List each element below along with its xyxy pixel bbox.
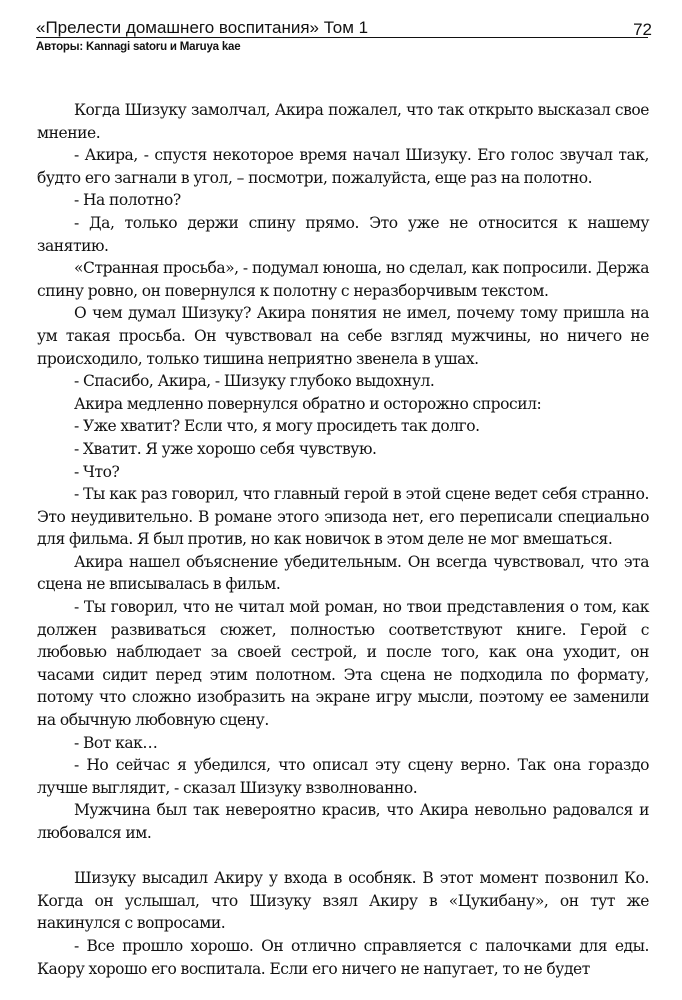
paragraph: - Ты как раз говорил, что главный герой в этой сцене ведет себя странно. Это неудивительно. В романе этого эпизода нет, его переписали специально для фильма. Я был против, но как новичок в этом деле не мог вмешаться. — [37, 485, 649, 549]
header-rule — [36, 37, 648, 38]
paragraph: Шизуку высадил Акиру у входа в особняк. В этот момент позвонил Ко. Когда он услышал, что Шизуку взял Акиру в «Цукибану», он тут же накинулся с вопросами. — [37, 869, 649, 933]
section-break — [37, 845, 649, 868]
paragraph: - Но сейчас я убедился, что описал эту сцену верно. Так она гораздо лучше выглядит, - сказал Шизуку взволнованно. — [37, 756, 649, 797]
paragraph: - Все прошло хорошо. Он отлично справляется с палочками для еды. Каору хорошо его воспитала. Если его ничего не напугает, то не будет — [37, 936, 649, 978]
body-text — [37, 99, 649, 980]
paragraph: - На полотно? — [74, 191, 181, 210]
paragraph: «Странная просьба», - подумал юноша, но сделал, как попросили. Держа спину ровно, он повернулся к полотну с неразборчивым текстом. — [37, 259, 649, 300]
paragraph: Мужчина был так невероятно красив, что Акира невольно радовался и любовался им. — [37, 801, 649, 842]
paragraph: Когда Шизуку замолчал, Акира пожалел, что так открыто высказал свое мнение. — [37, 101, 649, 142]
page-header — [36, 18, 652, 53]
paragraph: - Акира, - спустя некоторое время начал Шизуку. Его голос звучал так, будто его загнали в угол, – посмотри, пожалуйста, еще раз на полотно. — [37, 146, 649, 187]
paragraph: - Спасибо, Акира, - Шизуку глубоко выдохнул. — [74, 372, 435, 391]
authors-line: Авторы: Kannagi satoru и Maruya kae — [36, 41, 241, 53]
paragraph: - Да, только держи спину прямо. Это уже не относится к нашему занятию. — [37, 213, 649, 255]
paragraph: - Что? — [74, 462, 120, 481]
paragraph: Акира медленно повернулся обратно и осторожно спросил: — [74, 394, 542, 413]
page-number: 72 — [633, 20, 652, 39]
paragraph: - Ты говорил, что не читал мой роман, но твои представления о том, как должен развиваться сюжет, полностью соответствуют книге. Герой с любовью наблюдает за своей сестрой, и после того, как она уходит, он часами сидит перед этим полотном. Эта сцена не подходила по формату, потому что сложно изобразить на экране игру мысли, поэтому ее заменили на обычную любовную сцену. — [37, 598, 649, 730]
paragraph: - Хватит. Я уже хорошо себя чувствую. — [74, 439, 377, 458]
paragraph: - Уже хватит? Если что, я могу просидеть так долго. — [74, 417, 480, 436]
paragraph: О чем думал Шизуку? Акира понятия не имел, почему тому пришла на ум такая просьба. Он чувствовал на себе взгляд мужчины, но ничего не происходило, только тишина неприятно звенела в ушах. — [37, 304, 649, 368]
paragraph: - Вот как… — [74, 733, 158, 752]
book-title: «Прелести домашнего воспитания» Том 1 — [36, 18, 369, 37]
paragraph: Акира нашел объяснение убедительным. Он всегда чувствовал, что эта сцена не вписывалась в фильм. — [37, 552, 649, 594]
